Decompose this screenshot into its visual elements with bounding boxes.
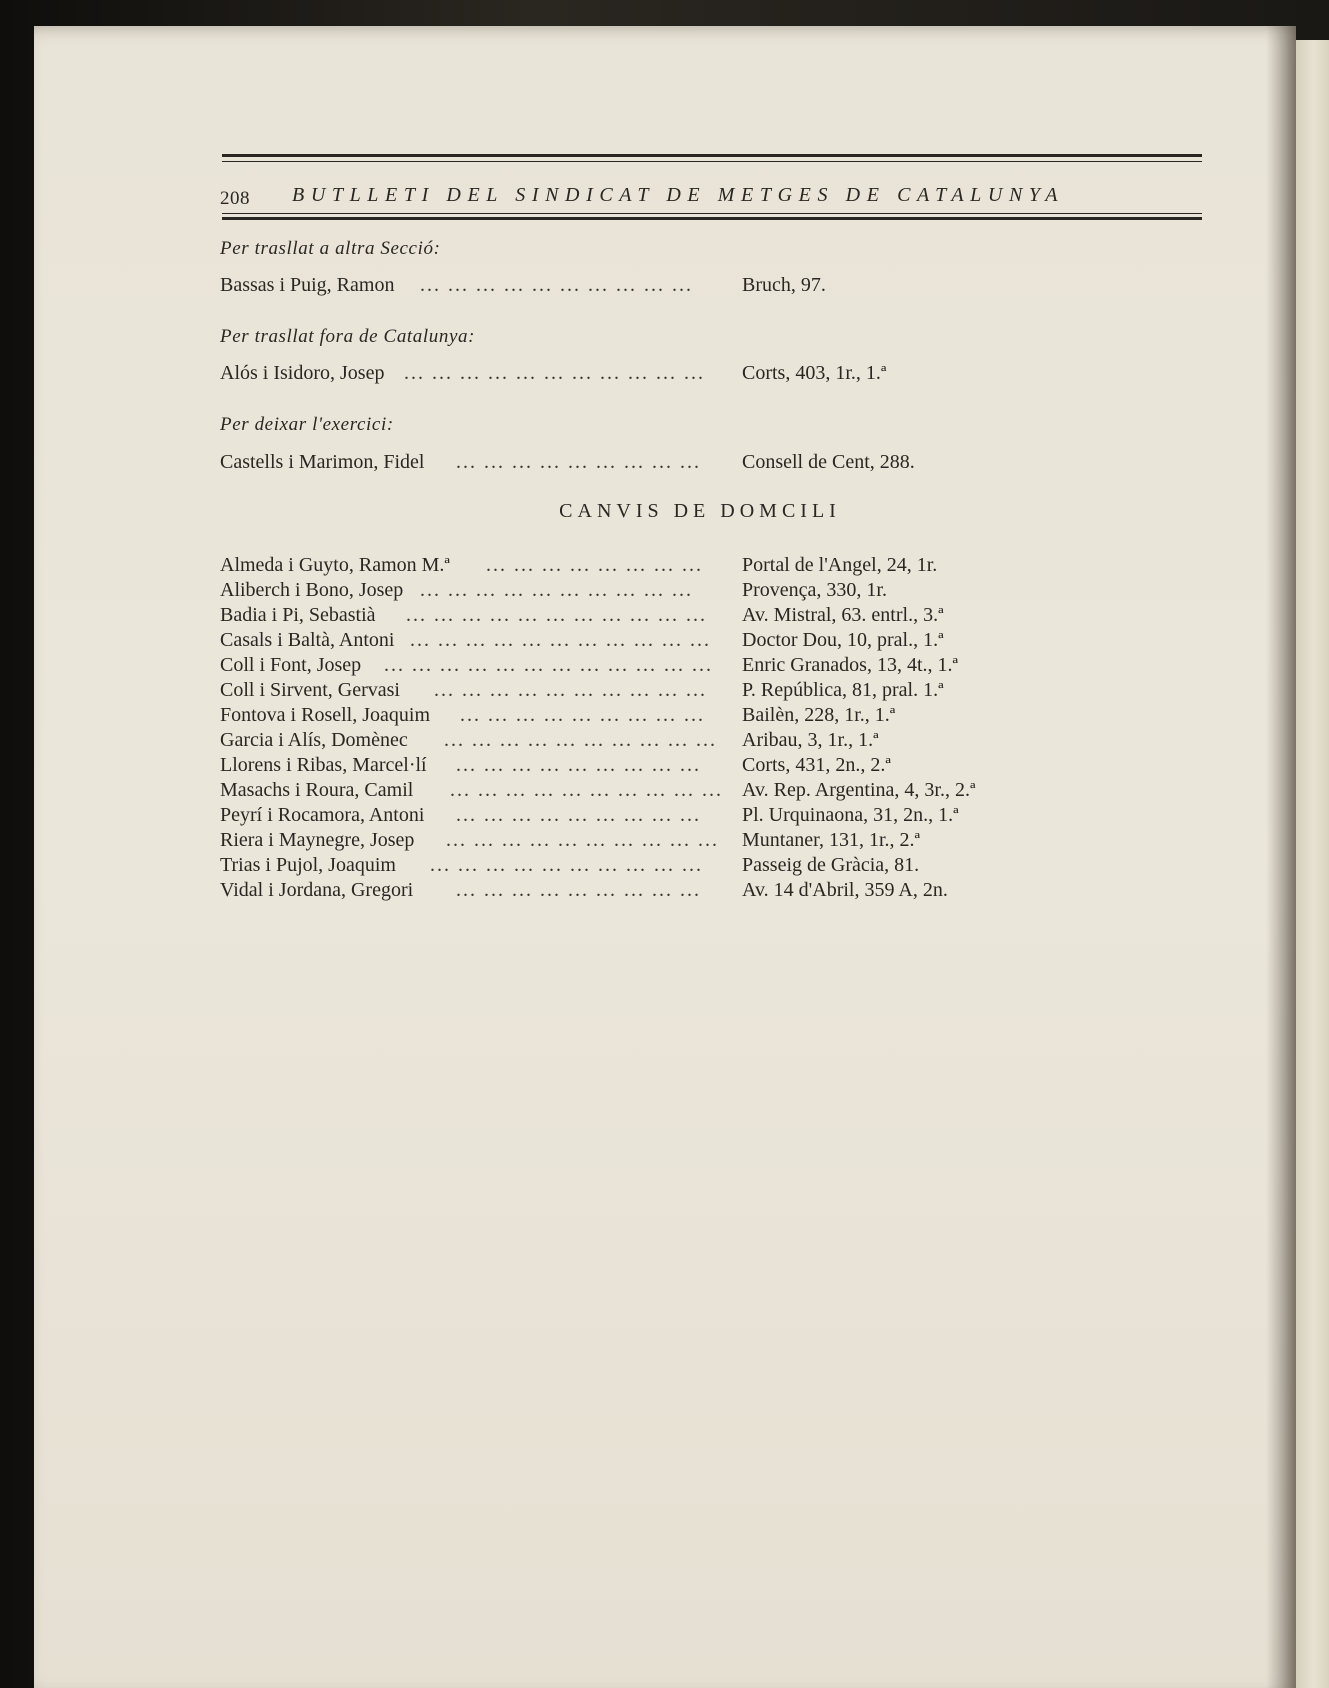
list-item — [220, 729, 1180, 755]
member-address: Corts, 431, 2n., 2.ª — [742, 754, 891, 776]
member-name: Coll i Font, Josep — [220, 654, 362, 676]
member-name: Badia i Pi, Sebastià — [220, 604, 376, 626]
leader-dots: ... ... ... ... ... ... ... ... ... ... — [430, 854, 703, 876]
list-item — [220, 274, 1180, 300]
section-heading: Per deixar l'exercici: — [220, 414, 394, 435]
section-heading: Per trasllat a altra Secció: — [220, 238, 441, 259]
binding-shadow — [1266, 26, 1296, 1688]
list-item — [220, 704, 1180, 730]
member-address: Bruch, 97. — [742, 274, 826, 296]
member-address: Consell de Cent, 288. — [742, 451, 915, 473]
member-address: Pl. Urquinaona, 31, 2n., 1.ª — [742, 804, 959, 826]
header-rule-top-thin — [222, 161, 1202, 162]
leader-dots: ... ... ... ... ... ... ... ... ... — [456, 804, 701, 826]
leader-dots: ... ... ... ... ... ... ... ... ... ... — [444, 729, 717, 751]
leader-dots: ... ... ... ... ... ... ... ... ... ... ... — [406, 604, 707, 626]
member-address: Enric Granados, 13, 4t., 1.ª — [742, 654, 959, 676]
member-name: Fontova i Rosell, Joaquim — [220, 704, 430, 726]
section-heading: Per trasllat fora de Catalunya: — [220, 326, 476, 347]
member-address: P. República, 81, pral. 1.ª — [742, 679, 944, 701]
member-name: Vidal i Jordana, Gregori — [220, 879, 414, 901]
member-address: Provença, 330, 1r. — [742, 579, 887, 601]
member-address: Passeig de Gràcia, 81. — [742, 854, 920, 876]
list-item — [220, 554, 1180, 580]
leader-dots: ... ... ... ... ... ... ... ... ... ... ... ... — [384, 654, 713, 676]
leader-dots: ... ... ... ... ... ... ... ... ... ... — [450, 779, 723, 801]
leader-dots: ... ... ... ... ... ... ... ... ... — [460, 704, 705, 726]
list-item — [220, 804, 1180, 830]
leader-dots: ... ... ... ... ... ... ... ... ... ... — [420, 274, 693, 296]
list-item — [220, 779, 1180, 805]
leader-dots: ... ... ... ... ... ... ... ... — [486, 554, 703, 576]
member-address: Aribau, 3, 1r., 1.ª — [742, 729, 879, 751]
member-name: Castells i Marimon, Fidel — [220, 451, 425, 473]
list-item — [220, 829, 1180, 855]
member-address: Muntaner, 131, 1r., 2.ª — [742, 829, 921, 851]
member-name: Aliberch i Bono, Josep — [220, 579, 404, 601]
member-name: Masachs i Roura, Camil — [220, 779, 414, 801]
member-name: Trias i Pujol, Joaquim — [220, 854, 396, 876]
leader-dots: ... ... ... ... ... ... ... ... ... — [456, 754, 701, 776]
list-item — [220, 854, 1180, 880]
member-name: Riera i Maynegre, Josep — [220, 829, 415, 851]
member-name: Peyrí i Rocamora, Antoni — [220, 804, 425, 826]
document-page — [34, 26, 1296, 1688]
member-address: Av. Rep. Argentina, 4, 3r., 2.ª — [742, 779, 976, 801]
member-name: Garcia i Alís, Domènec — [220, 729, 408, 751]
list-item — [220, 754, 1180, 780]
member-address: Av. 14 d'Abril, 359 A, 2n. — [742, 879, 948, 901]
member-address: Portal de l'Angel, 24, 1r. — [742, 554, 938, 576]
member-name: Almeda i Guyto, Ramon M.ª — [220, 554, 450, 576]
leader-dots: ... ... ... ... ... ... ... ... ... — [456, 879, 701, 901]
header-rule-bottom-thick — [222, 217, 1202, 220]
page-number: 208 — [220, 188, 250, 209]
leader-dots: ... ... ... ... ... ... ... ... ... ... ... — [410, 629, 711, 651]
list-item — [220, 879, 1180, 905]
member-name: Bassas i Puig, Ramon — [220, 274, 395, 296]
member-name: Coll i Sirvent, Gervasi — [220, 679, 400, 701]
header-rule-bottom-thin — [222, 213, 1202, 214]
member-address: Corts, 403, 1r., 1.ª — [742, 362, 887, 384]
list-item — [220, 654, 1180, 680]
header-rule-top-thick — [222, 154, 1202, 157]
list-item — [220, 679, 1180, 705]
journal-title: BUTLLETI DEL SINDICAT DE METGES DE CATALUNYA — [292, 184, 1065, 206]
member-name: Casals i Baltà, Antoni — [220, 629, 395, 651]
leader-dots: ... ... ... ... ... ... ... ... ... ... ... — [404, 362, 705, 384]
list-item — [220, 362, 1180, 388]
leader-dots: ... ... ... ... ... ... ... ... ... ... — [446, 829, 719, 851]
member-address: Av. Mistral, 63. entrl., 3.ª — [742, 604, 944, 626]
section-title: CANVIS DE DOMCILI — [559, 500, 841, 522]
member-name: Alós i Isidoro, Josep — [220, 362, 385, 384]
list-item — [220, 629, 1180, 655]
leader-dots: ... ... ... ... ... ... ... ... ... — [456, 451, 701, 473]
list-item — [220, 604, 1180, 630]
member-name: Llorens i Ribas, Marcel·lí — [220, 754, 427, 776]
member-address: Doctor Dou, 10, pral., 1.ª — [742, 629, 944, 651]
leader-dots: ... ... ... ... ... ... ... ... ... ... — [420, 579, 693, 601]
leader-dots: ... ... ... ... ... ... ... ... ... ... — [434, 679, 707, 701]
member-address: Bailèn, 228, 1r., 1.ª — [742, 704, 896, 726]
list-item — [220, 579, 1180, 605]
list-item — [220, 451, 1180, 477]
